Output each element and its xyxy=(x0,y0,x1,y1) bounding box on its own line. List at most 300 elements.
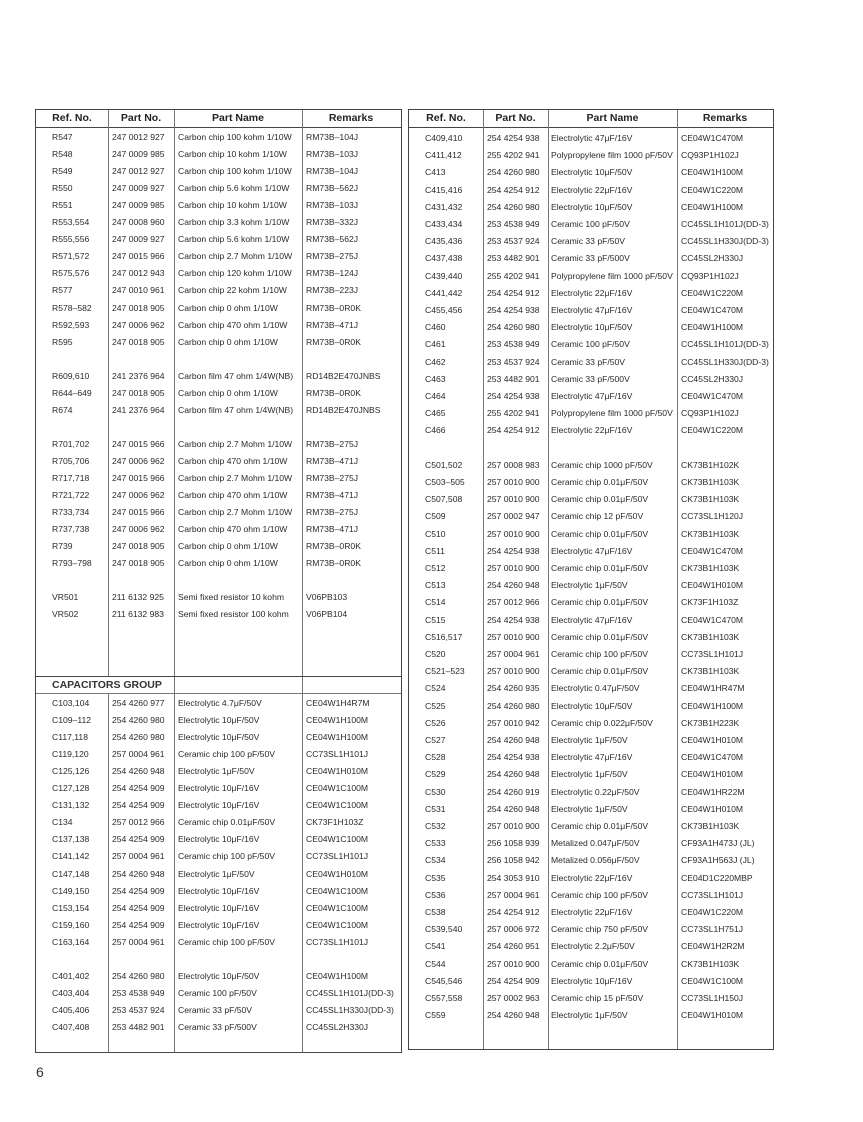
part-no-cell: 257 0010 900 xyxy=(487,494,540,505)
remarks-cell: CC45SL1H101J(DD-3) xyxy=(306,987,394,998)
ref-no-cell: C137,138 xyxy=(52,834,90,845)
table-row xyxy=(409,680,773,697)
table-row xyxy=(409,336,773,353)
part-name-cell: Ceramic chip 0.01μF/50V xyxy=(178,817,276,828)
part-no-cell: 254 4260 951 xyxy=(487,941,540,952)
part-no-cell: 254 4254 938 xyxy=(487,614,540,625)
remarks-cell: CK73B1H102K xyxy=(681,459,740,470)
part-name-cell: Electrolytic 4.7μF/50V xyxy=(178,698,262,708)
part-no-cell: 254 4260 980 xyxy=(487,201,540,212)
remarks-cell: CE04W1C470M xyxy=(681,391,744,401)
remarks-cell: CC45SL1H330J(DD-3) xyxy=(306,1004,394,1015)
ref-no-cell: C539,540 xyxy=(425,924,463,935)
part-no-cell: 247 0009 985 xyxy=(112,149,165,160)
part-name-cell: Electrolytic 10μF/50V xyxy=(178,715,260,726)
table-row xyxy=(409,319,773,336)
table-row xyxy=(36,163,401,180)
part-no-cell: 247 0018 905 xyxy=(112,387,165,398)
table-row xyxy=(36,1002,401,1019)
ref-no-cell: C534 xyxy=(425,855,446,866)
part-no-cell: 247 0012 943 xyxy=(112,268,165,279)
blank-row xyxy=(36,951,401,968)
table-row xyxy=(409,818,773,835)
remarks-cell: CC45SL1H330J(DD-3) xyxy=(681,356,769,367)
ref-no-cell: R550 xyxy=(52,183,73,194)
ref-no-cell: R577 xyxy=(52,285,73,296)
ref-no-cell: C127,128 xyxy=(52,783,90,794)
ref-no-cell: C514 xyxy=(425,597,446,608)
part-name-cell: Polypropylene film 1000 pF/50V xyxy=(551,150,673,161)
remarks-cell: CQ93P1H102J xyxy=(681,270,739,281)
part-no-cell: 253 4538 949 xyxy=(487,339,540,350)
remarks-cell: RM73B–275J xyxy=(306,438,359,449)
part-no-cell: 254 4260 980 xyxy=(112,715,165,726)
table-row xyxy=(36,129,401,146)
ref-no-cell: C503–505 xyxy=(425,477,465,487)
page-number: 6 xyxy=(36,1064,44,1080)
ref-no-cell: R793–798 xyxy=(52,558,92,569)
remarks-cell: RM73B–275J xyxy=(306,473,359,483)
remarks-cell: RD14B2E470JNBS xyxy=(306,404,381,415)
part-name-cell: Ceramic 100 pF/50V xyxy=(178,987,257,998)
ref-no-cell: C511 xyxy=(425,545,445,556)
ref-no-cell: C415,416 xyxy=(425,184,463,195)
remarks-cell: RM73B–562J xyxy=(306,183,359,194)
part-no-cell: 254 4260 980 xyxy=(487,700,540,711)
remarks-cell: CE04W1C100M xyxy=(306,800,369,811)
part-no-cell: 257 0012 966 xyxy=(487,597,540,608)
ref-no-cell: C536 xyxy=(425,889,446,900)
ref-no-cell: R644–649 xyxy=(52,387,92,398)
ref-no-cell: C119,120 xyxy=(52,749,89,760)
ref-no-cell: R575,576 xyxy=(52,268,90,279)
ref-no-cell: C134 xyxy=(52,817,73,828)
part-no-cell: 257 0008 983 xyxy=(487,459,540,470)
part-name-cell: Carbon chip 5.6 kohm 1/10W xyxy=(178,183,290,194)
part-name-cell: Electrolytic 22μF/16V xyxy=(551,872,633,883)
part-name-cell: Electrolytic 0.47μF/50V xyxy=(551,683,640,694)
part-no-cell: 257 0002 947 xyxy=(487,511,540,522)
left-table-header xyxy=(36,110,401,128)
ref-no-cell: C431,432 xyxy=(425,201,463,212)
part-no-cell: 247 0018 905 xyxy=(112,558,165,569)
part-no-cell: 257 0010 900 xyxy=(487,821,540,831)
table-row xyxy=(409,250,773,267)
part-no-cell: 247 0010 961 xyxy=(112,285,165,296)
part-name-cell: Electrolytic 10μF/50V xyxy=(551,700,633,711)
ref-no-cell: C544 xyxy=(425,958,446,969)
table-row xyxy=(36,180,401,197)
table-row xyxy=(409,629,773,646)
part-no-cell: 247 0015 966 xyxy=(112,507,165,518)
table-row xyxy=(409,130,773,147)
part-no-cell: 247 0006 962 xyxy=(112,524,165,535)
remarks-cell: RM73B–124J xyxy=(306,268,359,279)
table-row xyxy=(36,589,401,606)
part-no-cell: 254 4260 980 xyxy=(112,732,165,743)
remarks-cell: CC45SL2H330J xyxy=(681,253,744,264)
part-no-cell: 254 3053 910 xyxy=(487,872,540,883)
part-no-cell: 247 0012 927 xyxy=(112,166,165,177)
remarks-cell: CK73B1H103K xyxy=(681,631,740,642)
remarks-cell: CE04W1C470M xyxy=(681,545,744,556)
part-name-cell: Ceramic chip 0.01μF/50V xyxy=(551,563,649,573)
part-name-cell: Ceramic 33 pF/500V xyxy=(178,1021,257,1032)
part-no-cell: 254 4254 912 xyxy=(487,907,540,917)
part-name-cell: Carbon chip 3.3 kohm 1/10W xyxy=(178,217,290,228)
left-parts-table xyxy=(35,109,402,1053)
ref-no-cell: C413 xyxy=(425,167,446,178)
part-name-cell: Ceramic 100 pF/50V xyxy=(551,219,630,229)
table-row xyxy=(36,487,401,504)
table-row xyxy=(409,612,773,629)
table-row xyxy=(409,388,773,405)
part-name-cell: Electrolytic 10μF/50V xyxy=(551,167,633,178)
part-no-cell: 253 4537 924 xyxy=(487,356,540,367)
part-no-cell: 247 0009 985 xyxy=(112,200,165,211)
table-row xyxy=(36,746,401,763)
table-row xyxy=(409,474,773,491)
table-row xyxy=(409,938,773,955)
part-no-cell: 257 0004 961 xyxy=(487,889,540,900)
part-name-cell: Polypropylene film 1000 pF/50V xyxy=(551,270,673,281)
remarks-cell: CE04W1C100M xyxy=(306,783,369,794)
part-no-cell: 211 6132 983 xyxy=(112,609,164,620)
blank-row xyxy=(409,440,773,457)
remarks-cell: RM73B–275J xyxy=(306,251,359,262)
ref-no-cell: C538 xyxy=(425,907,446,917)
table-row xyxy=(409,371,773,388)
part-name-cell: Carbon chip 120 kohm 1/10W xyxy=(178,268,292,279)
ref-no-cell: C439,440 xyxy=(425,270,463,281)
part-name-cell: Electrolytic 10μF/16V xyxy=(178,919,260,930)
part-no-cell: 257 0004 961 xyxy=(112,936,165,947)
part-name-cell: Metalized 0.056μF/50V xyxy=(551,855,640,866)
part-no-cell: 256 1058 942 xyxy=(487,855,540,866)
ref-no-cell: C516,517 xyxy=(425,631,463,642)
part-no-cell: 241 2376 964 xyxy=(112,370,165,381)
part-no-cell: 254 4254 912 xyxy=(487,287,540,298)
part-name-cell: Carbon chip 10 kohm 1/10W xyxy=(178,149,287,160)
table-row xyxy=(409,457,773,474)
ref-no-cell: C527 xyxy=(425,735,446,745)
ref-no-cell: R701,702 xyxy=(52,438,90,449)
part-name-cell: Carbon chip 2.7 Mohm 1/10W xyxy=(178,251,293,262)
table-row xyxy=(36,317,401,334)
table-row xyxy=(409,182,773,199)
part-no-cell: 247 0018 905 xyxy=(112,302,165,313)
remarks-cell: CF93A1H563J (JL) xyxy=(681,855,755,866)
table-row xyxy=(409,904,773,921)
part-no-cell: 257 0012 966 xyxy=(112,817,165,828)
part-no-cell: 254 4254 938 xyxy=(487,133,540,143)
ref-no-cell: R592,593 xyxy=(52,319,90,330)
part-name-cell: Electrolytic 1μF/50V xyxy=(178,868,255,879)
table-row xyxy=(36,334,401,351)
part-no-cell: 247 0006 962 xyxy=(112,490,165,501)
ref-no-cell: R733,734 xyxy=(52,507,90,518)
part-name-cell: Ceramic chip 0.01μF/50V xyxy=(551,958,649,969)
remarks-cell: CE04W1HR22M xyxy=(681,786,745,797)
part-name-cell: Electrolytic 1μF/50V xyxy=(178,766,255,777)
remarks-cell: CC45SL1H330J(DD-3) xyxy=(681,236,769,247)
part-no-cell: 254 4260 948 xyxy=(112,766,165,777)
table-row xyxy=(409,422,773,439)
part-no-cell: 257 0010 942 xyxy=(487,717,540,728)
part-name-cell: Ceramic chip 100 pF/50V xyxy=(178,936,275,947)
ref-no-cell: C530 xyxy=(425,786,446,797)
remarks-cell: RM73B–471J xyxy=(306,490,359,501)
table-row xyxy=(409,526,773,543)
part-name-cell: Electrolytic 47μF/16V xyxy=(551,305,633,315)
remarks-cell: CC45SL1H101J(DD-3) xyxy=(681,219,769,229)
table-row xyxy=(36,712,401,729)
table-row xyxy=(409,594,773,611)
table-row xyxy=(36,470,401,487)
remarks-cell: CC73SL1H101J xyxy=(306,851,369,862)
part-no-cell: 253 4482 901 xyxy=(112,1021,165,1032)
remarks-cell: CE04W1C100M xyxy=(306,919,369,930)
table-row xyxy=(36,968,401,985)
part-no-cell: 253 4537 924 xyxy=(112,1004,165,1015)
ref-no-cell: C401,402 xyxy=(52,970,90,981)
part-name-cell: Carbon chip 470 ohm 1/10W xyxy=(178,455,288,466)
part-no-cell: 254 4254 912 xyxy=(487,425,540,436)
ref-no-cell: C559 xyxy=(425,1010,446,1021)
part-name-cell: Ceramic chip 0.01μF/50V xyxy=(551,821,649,831)
remarks-cell: CE04W1H100M xyxy=(681,201,744,212)
table-row xyxy=(409,216,773,233)
part-name-cell: Ceramic 33 pF/50V xyxy=(178,1004,253,1015)
part-no-cell: 254 4254 909 xyxy=(112,885,165,896)
table-row xyxy=(409,887,773,904)
ref-no-cell: R609,610 xyxy=(52,370,90,381)
part-name-cell: Carbon chip 2.7 Mohm 1/10W xyxy=(178,473,293,483)
part-name-cell: Ceramic 100 pF/50V xyxy=(551,339,630,350)
remarks-cell: CK73B1H103K xyxy=(681,477,740,487)
part-name-cell: Electrolytic 1μF/50V xyxy=(551,580,628,591)
part-no-cell: 247 0018 905 xyxy=(112,541,165,552)
table-row xyxy=(36,866,401,883)
ref-no-cell: C526 xyxy=(425,717,446,728)
remarks-cell: CC73SL1H150J xyxy=(681,993,744,1003)
remarks-cell: RM73B–332J xyxy=(306,217,359,228)
remarks-cell: CC73SL1H101J xyxy=(681,889,744,900)
remarks-cell: CC73SL1H101J xyxy=(306,936,369,947)
remarks-cell: V06PB104 xyxy=(306,609,348,620)
remarks-cell: CK73B1H103K xyxy=(681,494,740,505)
remarks-cell: RM73B–0R0K xyxy=(306,302,361,313)
ref-no-cell: C163,164 xyxy=(52,936,90,947)
table-row xyxy=(36,555,401,572)
ref-no-cell: R549 xyxy=(52,166,73,177)
table-row xyxy=(409,732,773,749)
remarks-cell: CK73F1H103Z xyxy=(306,817,364,828)
part-name-cell: Electrolytic 47μF/16V xyxy=(551,133,633,143)
part-name-cell: Polypropylene film 1000 pF/50V xyxy=(551,408,673,419)
ref-no-cell: C528 xyxy=(425,752,446,763)
remarks-cell: CQ93P1H102J xyxy=(681,150,739,161)
ref-no-cell: C541 xyxy=(425,941,446,952)
part-name-cell: Electrolytic 10μF/16V xyxy=(178,800,260,811)
part-name-cell: Carbon film 47 ohm 1/4W(NB) xyxy=(178,370,294,381)
remarks-cell: CC73SL1H101J xyxy=(306,749,369,760)
table-row xyxy=(36,197,401,214)
remarks-cell: CK73B1H103K xyxy=(681,528,740,539)
table-row xyxy=(409,164,773,181)
part-name-cell: Ceramic 33 pF/500V xyxy=(551,373,630,384)
ref-no-cell: C455,456 xyxy=(425,305,463,315)
table-row xyxy=(409,921,773,938)
remarks-cell: CE04W1C220M xyxy=(681,287,744,298)
remarks-cell: CE04W1H010M xyxy=(681,803,744,814)
header-part-no: Part No. xyxy=(495,112,536,124)
part-no-cell: 257 0010 900 xyxy=(487,958,540,969)
table-row xyxy=(36,797,401,814)
right-table-header xyxy=(409,110,773,128)
part-name-cell: Electrolytic 10μF/50V xyxy=(551,201,633,212)
table-row xyxy=(409,405,773,422)
ref-no-cell: C159,160 xyxy=(52,919,90,930)
part-name-cell: Electrolytic 10μF/50V xyxy=(551,322,633,333)
remarks-cell: CE04W1C470M xyxy=(681,133,744,143)
ref-no-cell: C437,438 xyxy=(425,253,463,264)
table-row xyxy=(409,302,773,319)
header-part-name: Part Name xyxy=(586,112,639,124)
part-name-cell: Electrolytic 10μF/16V xyxy=(551,975,633,986)
remarks-cell: CE04W1C470M xyxy=(681,614,744,625)
remarks-cell: CE04W1H100M xyxy=(306,715,369,726)
remarks-cell: RM73B–0R0K xyxy=(306,558,361,569)
ref-no-cell: C529 xyxy=(425,769,446,780)
part-name-cell: Carbon chip 2.7 Mohm 1/10W xyxy=(178,507,293,518)
ref-no-cell: C512 xyxy=(425,563,446,573)
part-name-cell: Electrolytic 22μF/16V xyxy=(551,425,633,436)
part-no-cell: 254 4260 980 xyxy=(112,970,165,981)
remarks-cell: CE04W1H010M xyxy=(306,766,369,777)
blank-row xyxy=(36,419,401,436)
remarks-cell: RM73B–0R0K xyxy=(306,336,361,347)
ref-no-cell: C464 xyxy=(425,391,446,401)
table-row xyxy=(409,801,773,818)
table-row xyxy=(36,763,401,780)
part-no-cell: 254 4254 938 xyxy=(487,391,540,401)
table-row xyxy=(36,300,401,317)
ref-no-cell: C409,410 xyxy=(425,133,463,143)
table-row xyxy=(409,990,773,1007)
table-row xyxy=(409,508,773,525)
ref-no-cell: C535 xyxy=(425,872,446,883)
part-name-cell: Carbon chip 470 ohm 1/10W xyxy=(178,319,288,330)
part-name-cell: Electrolytic 1μF/50V xyxy=(551,1010,628,1021)
part-name-cell: Ceramic chip 100 pF/50V xyxy=(551,649,648,659)
part-no-cell: 254 4254 909 xyxy=(487,975,540,986)
remarks-cell: CK73B1H223K xyxy=(681,717,740,728)
remarks-cell: CK73F1H103Z xyxy=(681,597,739,608)
ref-no-cell: C557,558 xyxy=(425,993,463,1003)
remarks-cell: CE04W1H010M xyxy=(681,1010,744,1021)
ref-no-cell: C532 xyxy=(425,821,446,831)
table-row xyxy=(409,147,773,164)
part-no-cell: 257 0004 961 xyxy=(112,749,165,760)
remarks-cell: CK73B1H103K xyxy=(681,563,740,573)
part-no-cell: 257 0010 900 xyxy=(487,631,540,642)
ref-no-cell: C141,142 xyxy=(52,851,90,862)
ref-no-cell: C411,412 xyxy=(425,150,462,161)
part-no-cell: 247 0008 960 xyxy=(112,217,165,228)
table-row xyxy=(36,729,401,746)
part-name-cell: Ceramic chip 0.022μF/50V xyxy=(551,717,653,728)
part-no-cell: 254 4254 909 xyxy=(112,902,165,913)
ref-no-cell: C131,132 xyxy=(52,800,90,811)
part-no-cell: 257 0010 900 xyxy=(487,666,540,677)
table-row xyxy=(409,835,773,852)
blank-row xyxy=(36,572,401,589)
remarks-cell: RM73B–104J xyxy=(306,132,359,142)
ref-no-cell: C515 xyxy=(425,614,446,625)
ref-no-cell: C433,434 xyxy=(425,219,463,229)
ref-no-cell: VR501 xyxy=(52,592,79,603)
table-row xyxy=(409,715,773,732)
table-row xyxy=(36,265,401,282)
blank-row xyxy=(36,351,401,368)
table-row xyxy=(36,900,401,917)
part-name-cell: Electrolytic 22μF/16V xyxy=(551,287,633,298)
table-row xyxy=(36,985,401,1002)
part-name-cell: Carbon chip 5.6 kohm 1/10W xyxy=(178,234,290,245)
table-row xyxy=(36,538,401,555)
remarks-cell: CE04W1H010M xyxy=(681,735,744,745)
ref-no-cell: C510 xyxy=(425,528,446,539)
part-no-cell: 253 4538 949 xyxy=(112,987,165,998)
remarks-cell: RM73B–562J xyxy=(306,234,359,245)
part-no-cell: 257 0010 900 xyxy=(487,528,540,539)
remarks-cell: RM73B–0R0K xyxy=(306,387,361,398)
ref-no-cell: C501,502 xyxy=(425,459,463,470)
part-name-cell: Electrolytic 22μF/16V xyxy=(551,184,633,195)
table-row xyxy=(36,883,401,900)
part-name-cell: Ceramic chip 0.01μF/50V xyxy=(551,528,649,539)
part-no-cell: 254 4254 912 xyxy=(487,184,540,195)
part-name-cell: Ceramic chip 0.01μF/50V xyxy=(551,631,649,642)
remarks-cell: CK73B1H103K xyxy=(681,958,740,969)
remarks-cell: CE04W1C220M xyxy=(681,184,744,195)
part-no-cell: 257 0004 961 xyxy=(487,649,540,659)
part-no-cell: 254 4254 938 xyxy=(487,545,540,556)
remarks-cell: RM73B–103J xyxy=(306,149,359,160)
remarks-cell: CE04W1C470M xyxy=(681,752,744,763)
ref-no-cell: C507,508 xyxy=(425,494,463,505)
remarks-cell: CF93A1H473J (JL) xyxy=(681,838,755,849)
part-name-cell: Electrolytic 47μF/16V xyxy=(551,545,633,556)
remarks-cell: CE04W1H100M xyxy=(681,322,744,333)
part-name-cell: Carbon chip 0 ohm 1/10W xyxy=(178,302,278,313)
remarks-cell: CK73B1H103K xyxy=(681,666,740,677)
table-row xyxy=(409,646,773,663)
table-row xyxy=(36,780,401,797)
ref-no-cell: C147,148 xyxy=(52,868,90,879)
remarks-cell: CE04W1H010M xyxy=(681,769,744,780)
part-name-cell: Ceramic chip 1000 pF/50V xyxy=(551,459,653,470)
part-no-cell: 247 0009 927 xyxy=(112,183,165,194)
table-row xyxy=(409,663,773,680)
part-name-cell: Ceramic chip 0.01μF/50V xyxy=(551,494,649,505)
part-name-cell: Electrolytic 47μF/16V xyxy=(551,391,633,401)
part-name-cell: Electrolytic 1μF/50V xyxy=(551,769,628,780)
header-part-name: Part Name xyxy=(212,112,264,124)
remarks-cell: CC45SL2H330J xyxy=(306,1021,369,1032)
table-row xyxy=(36,504,401,521)
